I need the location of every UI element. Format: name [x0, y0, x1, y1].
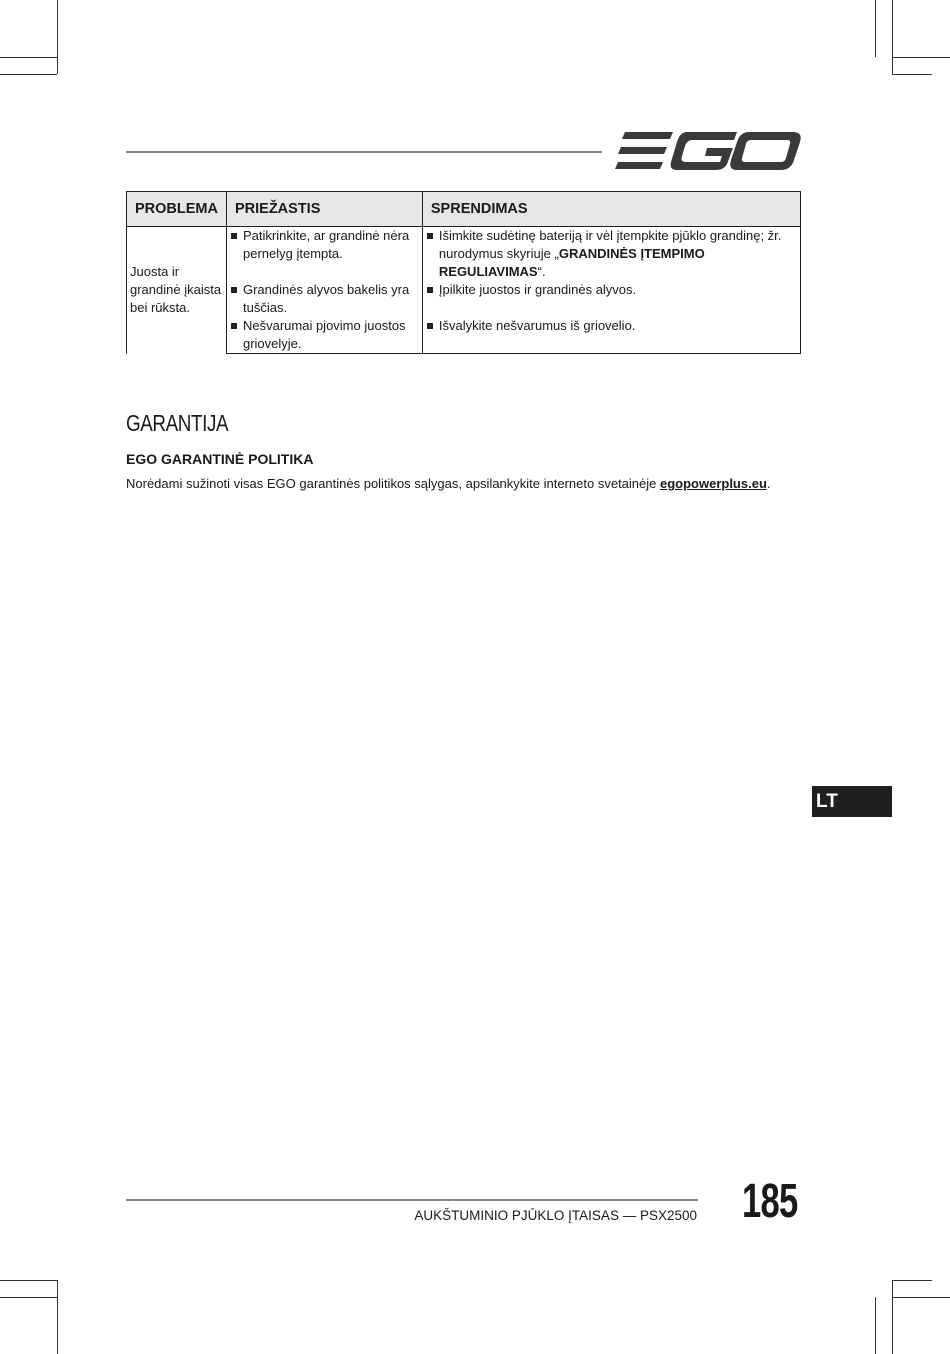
cause-cell	[226, 317, 422, 354]
crop-mark	[875, 0, 876, 57]
warranty-text: Norėdami sužinoti visas EGO garantinės politikos sąlygas, apsilankykite interneto svetainėje	[126, 476, 660, 491]
crop-mark	[0, 1297, 57, 1298]
solution-cell	[422, 281, 800, 317]
crop-mark	[875, 1297, 876, 1354]
cause-text: Nešvarumai pjovimo juostos griovelyje.	[227, 317, 422, 353]
header-solution: SPRENDIMAS	[422, 192, 800, 227]
solution-cell	[422, 317, 800, 354]
crop-mark	[892, 57, 950, 58]
warranty-paragraph	[126, 476, 826, 491]
cause-text: Patikrinkite, ar grandinė nėra pernelyg įtempta.	[227, 227, 422, 263]
warranty-link[interactable]: egopowerplus.eu	[659, 476, 767, 491]
crop-mark	[892, 74, 932, 75]
solution-section-ref: GRANDINĖS ĮTEMPIMO REGULIAVIMAS	[438, 246, 705, 279]
footer-title: AUKŠTUMINIO PJŪKLO ĮTAISAS — PSX2500	[414, 1208, 697, 1223]
cause-cell	[226, 281, 422, 317]
crop-mark	[0, 57, 57, 58]
solution-text: Išvalykite nešvarumus iš griovelio.	[423, 317, 800, 335]
solution-text: Įpilkite juostos ir grandinės alyvos.	[423, 281, 800, 299]
warranty-subtitle: EGO GARANTINĖ POLITIKA	[126, 451, 314, 467]
troubleshooting-table	[126, 191, 801, 354]
table-header-row	[127, 192, 801, 227]
solution-text-prefix: Išimkite sudėtinę bateriją ir vėl įtempkite pjūklo grandinę; žr. nurodymus skyriuje „	[438, 228, 782, 261]
ego-logo	[615, 128, 801, 174]
table-row	[127, 227, 801, 282]
header-cause: PRIEŽASTIS	[226, 192, 422, 227]
solution-cell	[422, 227, 800, 282]
crop-mark	[892, 1280, 932, 1281]
solution-text-suffix: “.	[537, 264, 546, 279]
crop-mark	[892, 1280, 893, 1354]
footer-rule	[126, 1199, 698, 1201]
crop-mark	[57, 1280, 58, 1354]
table-row	[127, 281, 801, 317]
header-problem: PROBLEMA	[127, 192, 227, 227]
problem-cell: Juosta ir grandinė įkaista bei rūksta.	[127, 227, 227, 354]
header-rule	[126, 151, 602, 153]
cause-text: Grandinės alyvos bakelis yra tuščias.	[227, 281, 422, 317]
page-number: 185	[742, 1175, 798, 1228]
language-tab: LT	[812, 786, 892, 817]
crop-mark	[0, 74, 57, 75]
warranty-title: GARANTIJA	[126, 410, 229, 436]
crop-mark	[892, 0, 893, 74]
solution-text	[423, 227, 800, 281]
warranty-text-end: .	[766, 476, 771, 491]
table-row	[127, 317, 801, 354]
crop-mark	[892, 1297, 950, 1298]
crop-mark	[57, 0, 58, 74]
crop-mark	[0, 1280, 57, 1281]
cause-cell	[226, 227, 422, 282]
